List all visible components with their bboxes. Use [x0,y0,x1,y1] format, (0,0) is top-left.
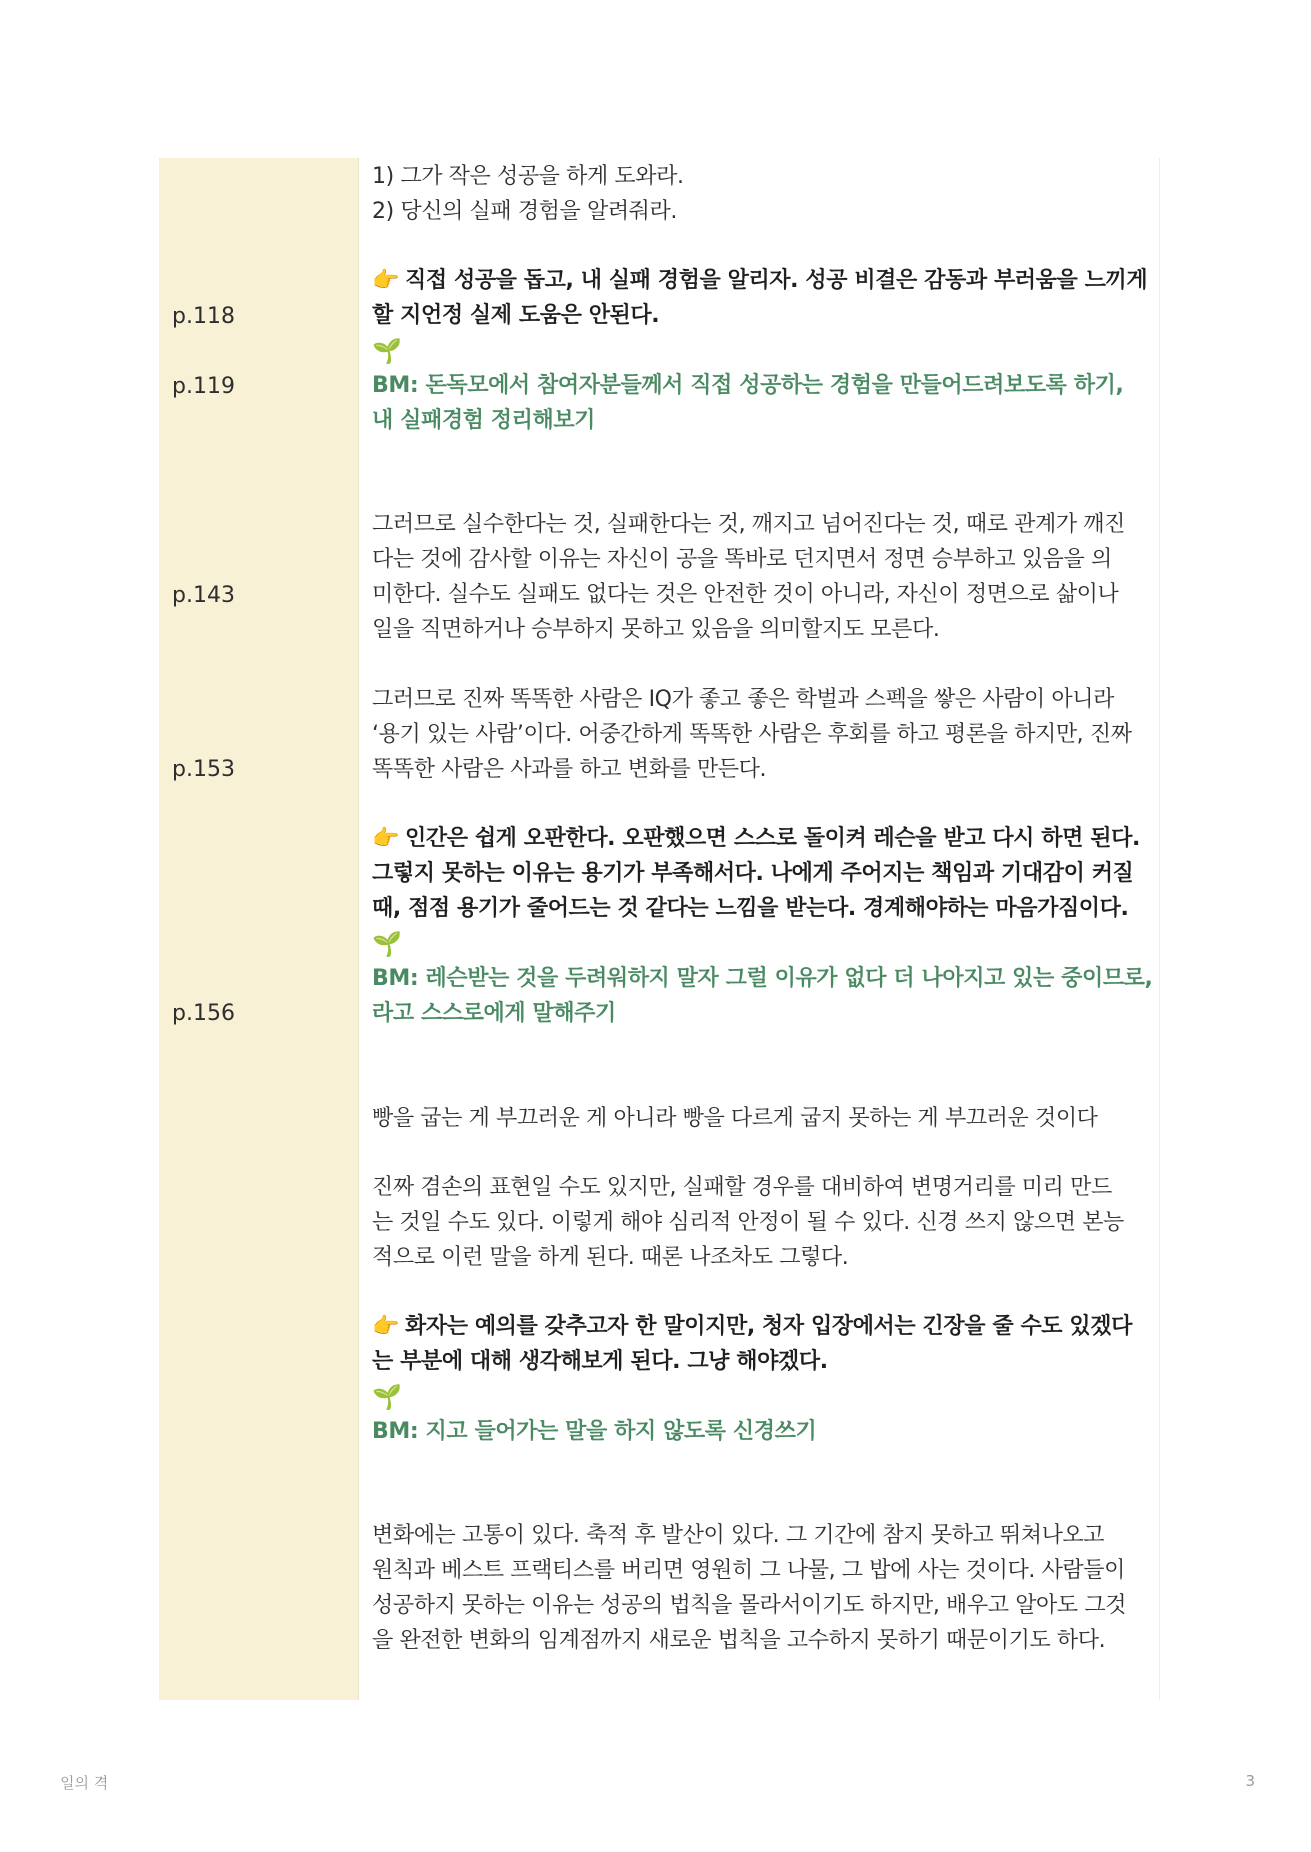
quote-line: 원칙과 베스트 프랙티스를 버리면 영원히 그 나물, 그 밥에 사는 것이다. 사람들이 [372,1558,1125,1583]
quote-line: 일을 직면하거나 승부하지 못하고 있음을 의미할지도 모른다. [372,617,940,642]
quote-line: 진짜 겸손의 표현일 수도 있지만, 실패할 경우를 대비하여 변명거리를 미리 만드 [372,1175,1112,1200]
action-line: 라고 스스로에게 말해주기 [372,1001,616,1026]
notes-column [359,158,1159,1700]
quote-line: 미한다. 실수도 실패도 없다는 것은 안전한 것이 아니라, 자신이 정면으로 삶이나 [372,582,1119,607]
quote-line: 그러므로 진짜 똑똑한 사람은 IQ가 좋고 좋은 학벌과 스펙을 쌓은 사람이 아니라 [372,687,1114,712]
quote-line: 을 완전한 변화의 임계점까지 새로운 법칙을 고수하지 못하기 때문이기도 하다. [372,1628,1106,1653]
insight-line: 👉 화자는 예의를 갖추고자 한 말이지만, 청자 입장에서는 긴장을 줄 수도 있겠다 [372,1310,1132,1344]
quote-line: 1) 그가 작은 성공을 하게 도와라. [372,164,684,189]
pointing-hand-icon: 👉 [372,1314,399,1339]
pointing-hand-icon: 👉 [372,826,399,851]
quote-line: 그러므로 실수한다는 것, 실패한다는 것, 깨지고 넘어진다는 것, 때로 관계가 깨진 [372,512,1125,537]
quote-line: 변화에는 고통이 있다. 축적 후 발산이 있다. 그 기간에 참지 못하고 뛰쳐나오고 [372,1523,1105,1548]
insight-line: 👉 인간은 쉽게 오판한다. 오판했으면 스스로 돌이켜 레슨을 받고 다시 하면 된다. [372,822,1140,856]
quote-line: 똑똑한 사람은 사과를 하고 변화를 만든다. [372,757,767,782]
insight-line: 할 지언정 실제 도움은 안된다. [372,303,660,328]
page-ref: p.119 [172,374,235,399]
pointing-hand-icon: 👉 [372,268,399,293]
insight-line: 👉 직접 성공을 돕고, 내 실패 경험을 알리자. 성공 비결은 감동과 부러움을 느끼게 [372,264,1147,298]
action-line: BM: 지고 들어가는 말을 하지 않도록 신경쓰기 [372,1419,817,1444]
quote-line: 는 것일 수도 있다. 이렇게 해야 심리적 안정이 될 수 있다. 신경 쓰지 않으면 본능 [372,1210,1124,1235]
page-ref: p.156 [172,1001,235,1026]
notes-table [159,158,1160,1700]
page-ref: p.143 [172,583,235,608]
quote-line: 다는 것에 감사할 이유는 자신이 공을 똑바로 던지면서 정면 승부하고 있음을 의 [372,547,1112,572]
sprout-icon: 🌱 [372,1383,402,1411]
quote-line: 적으로 이런 말을 하게 된다. 때론 나조차도 그렇다. [372,1245,849,1270]
quote-line: 빵을 굽는 게 부끄러운 게 아니라 빵을 다르게 굽지 못하는 게 부끄러운 것이다 [372,1106,1098,1131]
action-line: BM: 돈독모에서 참여자분들께서 직접 성공하는 경험을 만들어드려보도록 하기, [372,373,1124,398]
action-line: 내 실패경험 정리해보기 [372,408,596,433]
insight-line: 그렇지 못하는 이유는 용기가 부족해서다. 나에게 주어지는 책임과 기대감이 커질 [372,861,1134,886]
quote-line: 2) 당신의 실패 경험을 알려줘라. [372,199,677,224]
sprout-icon: 🌱 [372,337,402,365]
sprout-icon: 🌱 [372,930,402,958]
page-ref: p.118 [172,304,235,329]
action-line: BM: 레슨받는 것을 두려워하지 말자 그럴 이유가 없다 더 나아지고 있는 중이므로, [372,966,1153,991]
insight-line: 는 부분에 대해 생각해보게 된다. 그냥 해야겠다. [372,1349,828,1374]
quote-line: ‘용기 있는 사람’이다. 어중간하게 똑똑한 사람은 후회를 하고 평론을 하지만, 진짜 [372,722,1132,747]
quote-line: 성공하지 못하는 이유는 성공의 법칙을 몰라서이기도 하지만, 배우고 알아도 그것 [372,1593,1127,1618]
page-ref: p.153 [172,757,235,782]
footer-page-number: 3 [1245,1772,1255,1790]
page-number-column [159,158,359,1700]
footer-title: 일의 격 [60,1774,109,1792]
insight-line: 때, 점점 용기가 줄어드는 것 같다는 느낌을 받는다. 경계해야하는 마음가짐이다. [372,896,1129,921]
